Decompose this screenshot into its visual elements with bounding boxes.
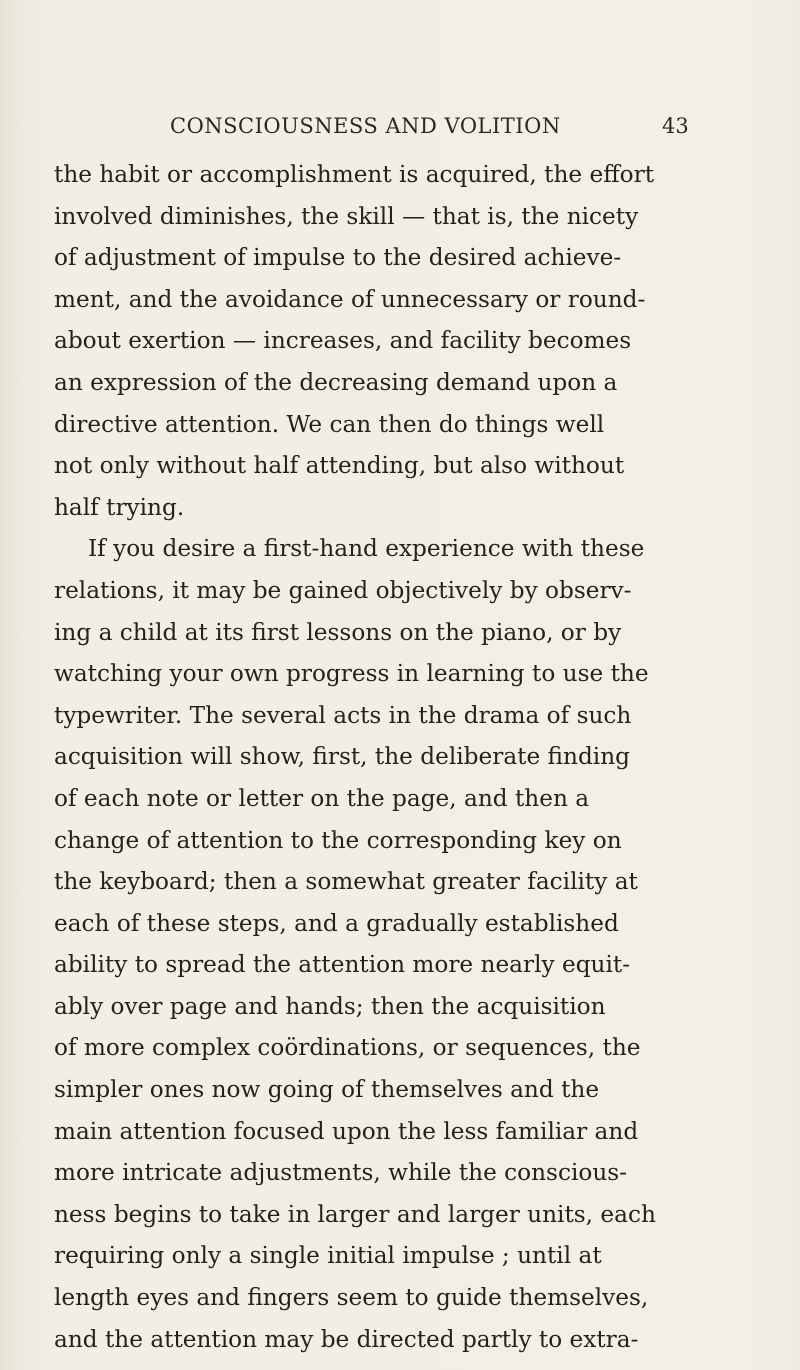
text-line: typewriter. The several acts in the drama of such — [54, 701, 632, 729]
text-line: of adjustment of impulse to the desired achieve- — [54, 244, 622, 272]
text-line: relations, it may be gained objectively by observ- — [54, 576, 632, 604]
text-line: the habit or accomplishment is acquired, the effort — [54, 161, 655, 188]
text-line: ment, and the avoidance of unnecessary or round- — [54, 285, 646, 313]
text-line: ably over page and hands; then the acquisition — [54, 992, 606, 1020]
text-line: half trying. — [54, 493, 185, 521]
text-line: not only without half attending, but also without — [54, 452, 625, 480]
text-line: requiring only a single initial impulse ; until at — [54, 1242, 602, 1270]
text-line: ing a child at its first lessons on the piano, or by — [54, 618, 622, 646]
text-line: length eyes and fingers seem to guide themselves, — [54, 1284, 649, 1312]
text-line: main attention focused upon the less familiar and — [54, 1117, 639, 1145]
running-head: CONSCIOUSNESS AND VOLITION — [170, 114, 561, 138]
page-number: 43 — [662, 114, 689, 138]
body-text — [54, 154, 754, 1360]
text-line: about exertion — increases, and facility becomes — [54, 327, 632, 355]
text-line: change of attention to the corresponding key on — [54, 826, 622, 854]
text-line: ability to spread the attention more nearly equit- — [54, 951, 631, 979]
text-line: and the attention may be directed partly to extra- — [54, 1325, 639, 1353]
text-line: of more complex coördinations, or sequences, the — [54, 1034, 641, 1062]
text-line: ness begins to take in larger and larger units, each — [54, 1200, 656, 1228]
paragraph-start-line: If you desire a first-hand experience with these — [88, 535, 645, 563]
text-line: the keyboard; then a somewhat greater facility at — [54, 868, 638, 896]
text-line: watching your own progress in learning to use the — [54, 660, 649, 688]
text-line: simpler ones now going of themselves and the — [54, 1076, 600, 1104]
text-line: of each note or letter on the page, and then a — [54, 784, 590, 812]
text-line: more intricate adjustments, while the conscious- — [54, 1159, 627, 1187]
text-line: involved diminishes, the skill — that is, the nicety — [54, 202, 639, 230]
text-line: an expression of the decreasing demand upon a — [54, 368, 618, 396]
text-line: each of these steps, and a gradually established — [54, 909, 619, 937]
text-line: directive attention. We can then do things well — [54, 410, 605, 438]
text-line: acquisition will show, first, the deliberate finding — [54, 743, 630, 771]
